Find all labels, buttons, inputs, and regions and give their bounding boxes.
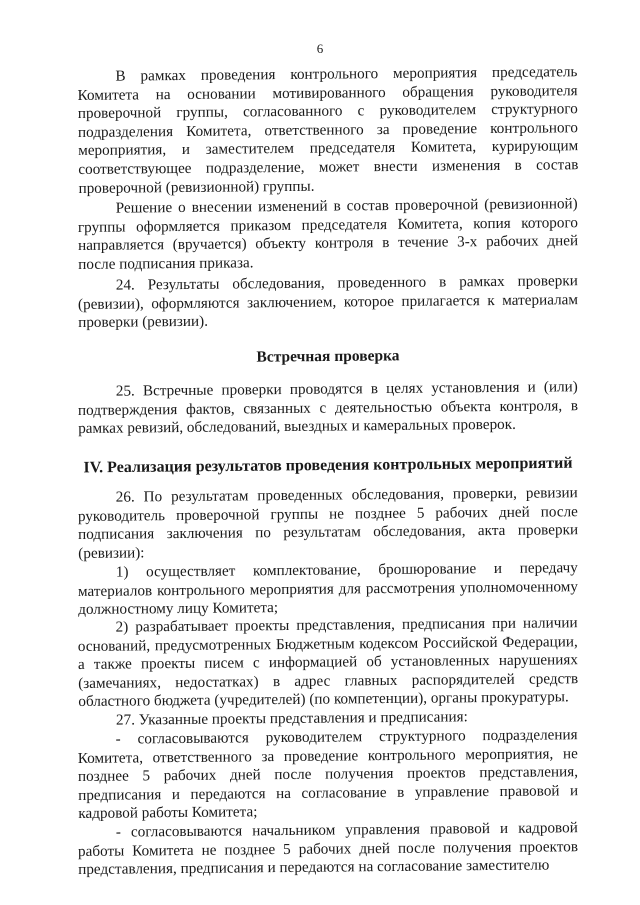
paragraph-26: 26. По результатам проведенных обследования, проверки, ревизии руководитель проверочной группы не позднее 5 рабочих дней после подписания заключения по результатам обследования, акта проверки (ревизии): <box>77 484 579 563</box>
document-body <box>77 63 579 880</box>
paragraph-27: 27. Указанные проекты представления и предписания: <box>115 708 468 730</box>
page-number: 6 <box>316 41 324 56</box>
paragraph-order-decision: Решение о внесении изменений в состав проверочной (ревизионной) группы оформляется приказом председателя Комитета, копия которого направляется (вручается) объекту контроля в течение 3-х рабочих дней после подписания приказа. <box>77 195 579 273</box>
section-heading-iv: IV. Реализация результатов проведения контрольных мероприятий <box>83 454 573 477</box>
paragraph-24: 24. Результаты обследования, проведенного в рамках проверки (ревизии), оформляются заключением, которое прилагается к материалам проверки (ревизии). <box>77 271 579 331</box>
paragraph-25: 25. Встречные проверки проводятся в целях установления и (или) подтверждения фактов, связанных с деятельностью объекта контроля, в рамках ревизий, обследований, выездных и камеральных проверок. <box>77 378 579 438</box>
paragraph-26-item-1: 1) осуществляет комплектование, брошюрование и передачу материалов контрольного мероприятия для рассмотрения уполномоченному должностному лицу Комитета; <box>77 558 579 618</box>
subheading-counter-check: Встречная проверка <box>256 347 400 366</box>
paragraph-27-item-1: - согласовываются руководителем структурного подразделения Комитета, ответственного за проведение контрольного мероприятия, не позднее 5 рабочих дней после получения проектов представления, предписания и передаются на согласование в управление правовой и кадровой работы Комитета; <box>77 726 579 823</box>
paragraph-composition-change: В рамках проведения контрольного мероприятия председатель Комитета на основании мотивированного обращения руководителя проверочной группы, согласованного с руководителем структурного подразделения Комитета, ответственного за проведение контрольного мероприятия, и заместителем председателя Комитета, курирующим соответствующее подразделение, может внести изменения в состав проверочной (ревизионной) группы. <box>77 63 579 197</box>
paragraph-26-item-2: 2) разрабатывает проекты представления, предписания при наличии оснований, предусмотренных Бюджетным кодексом Российской Федерации, а также проекты писем с информацией об установленных нарушениях (замечаниях, недостатках) в адрес главных распорядителей средств областного бюджета (учредителей) (по компетенции), органы прокуратуры. <box>77 614 579 711</box>
paragraph-27-item-2: - согласовываются начальником управления правовой и кадровой работы Комитета не позднее 5 рабочих дней после получения проектов представления, предписания и передаются на согласование заместителю <box>77 819 579 879</box>
